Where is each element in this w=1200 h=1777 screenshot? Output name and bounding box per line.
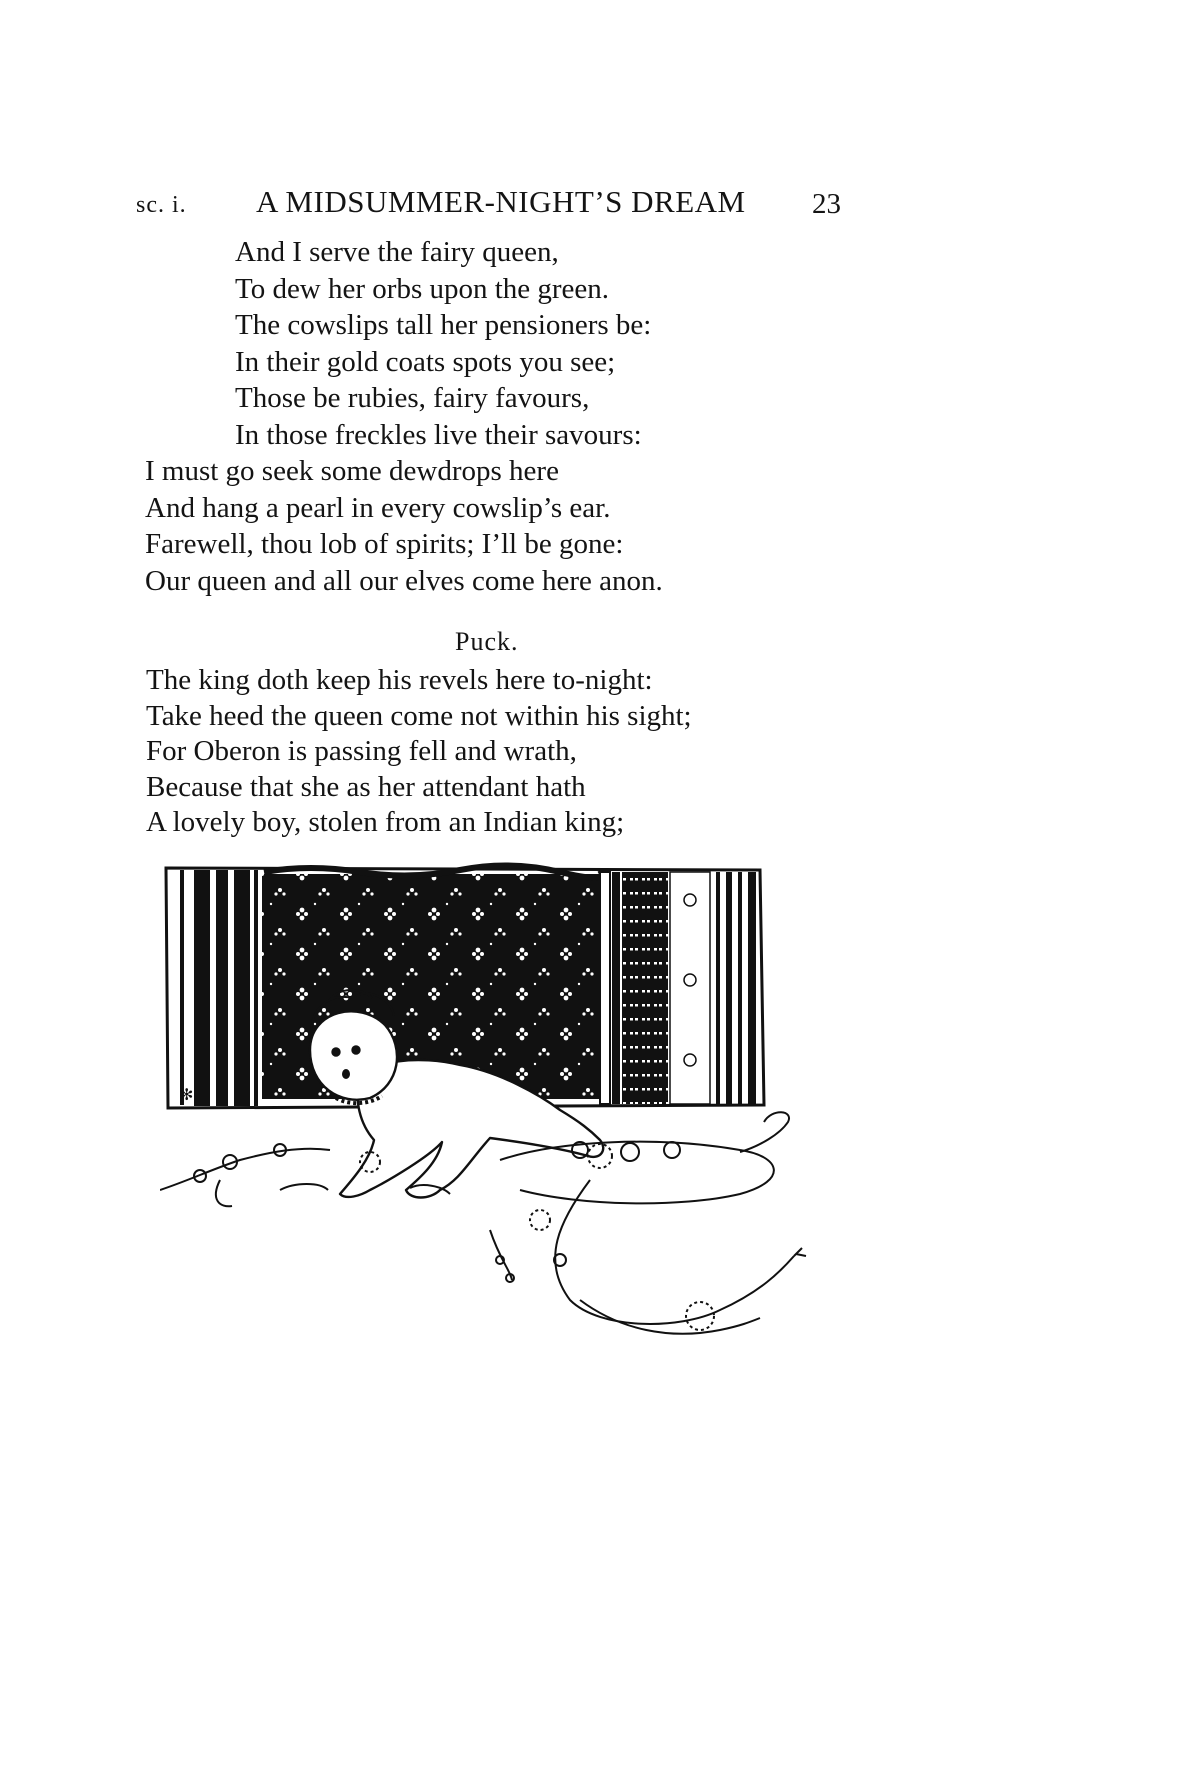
- verse-line: To dew her orbs upon the green.: [235, 272, 610, 305]
- running-head: [136, 184, 856, 224]
- verse-line: In their gold coats spots you see;: [235, 345, 616, 378]
- verse-line: Our queen and all our elves come here anon.: [145, 564, 663, 597]
- verse-line: The cowslips tall her pensioners be:: [235, 309, 652, 341]
- fairy-verse: [0, 234, 663, 599]
- verse-line: And hang a pearl in every cowslip’s ear.: [145, 491, 611, 524]
- section-marker: sc. i.: [136, 192, 187, 218]
- verse-line: I must go seek some dewdrops here: [145, 455, 559, 487]
- verse-line: Take heed the queen come not within his sight;: [146, 699, 692, 732]
- verse-line: For Oberon is passing fell and wrath,: [146, 735, 577, 767]
- verse-line: Those be rubies, fairy favours,: [235, 382, 590, 414]
- svg-text:✻: ✻: [180, 1085, 194, 1104]
- verse-line: The king doth keep his revels here to-night:: [146, 664, 653, 696]
- verse-line: Farewell, thou lob of spirits; I’ll be gone:: [145, 528, 624, 560]
- infant-illustration: [160, 860, 900, 1405]
- verse-line: And I serve the fairy queen,: [235, 236, 559, 268]
- puck-verse: [146, 663, 692, 841]
- verse-line: In those freckles live their savours:: [235, 418, 642, 451]
- page-number: 23: [812, 188, 841, 220]
- speaker-heading: Puck.: [455, 627, 519, 656]
- verse-line: Because that she as her attendant hath: [146, 770, 586, 803]
- verse-line: A lovely boy, stolen from an Indian king;: [146, 806, 625, 838]
- play-title: A MIDSUMMER-NIGHT’S DREAM: [256, 184, 746, 219]
